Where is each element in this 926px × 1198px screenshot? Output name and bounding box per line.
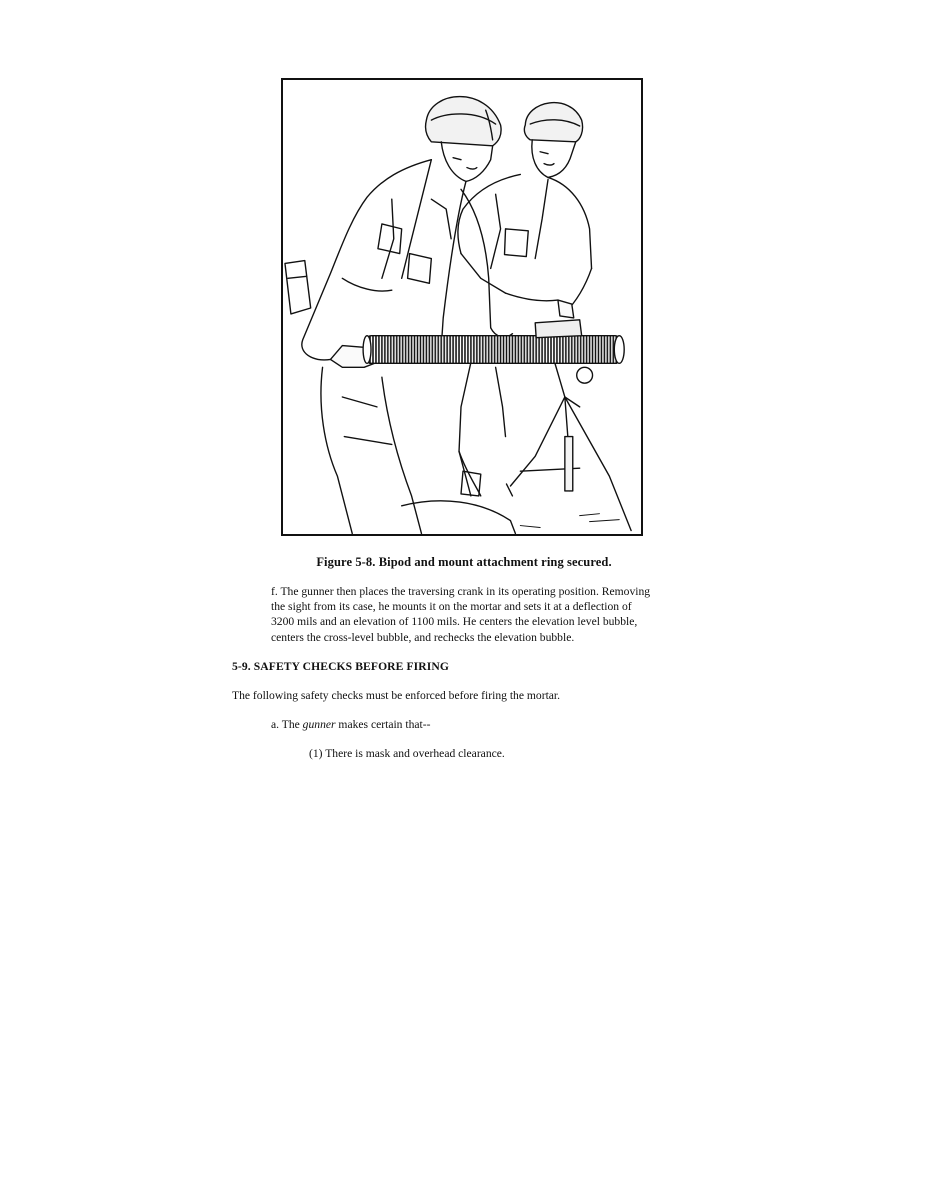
bipod-legs	[510, 397, 564, 486]
paragraph-f-line: the sight from its case, he mounts it on the mortar and sets it at a deflection of	[271, 600, 632, 614]
right-soldier-helmet	[524, 103, 582, 142]
item-a-emphasis: gunner	[302, 718, 336, 731]
mortar-barrel	[367, 336, 619, 364]
paragraph-f	[271, 584, 731, 645]
right-soldier-torso	[458, 174, 520, 253]
soldiers-mounting-mortar-drawing	[283, 80, 641, 534]
item-a-suffix: makes certain that--	[335, 718, 431, 731]
section-heading: 5-9. SAFETY CHECKS BEFORE FIRING	[232, 660, 449, 673]
paragraph-f-line: 3200 mils and an elevation of 1100 mils. He centers the elevation level bubble,	[271, 615, 638, 629]
figure-illustration	[281, 78, 643, 536]
paragraph-f-line: centers the cross-level bubble, and rechecks the elevation bubble.	[271, 630, 575, 644]
item-a	[271, 718, 431, 731]
item-a-prefix: a. The	[271, 718, 303, 731]
left-soldier-torso	[302, 160, 432, 360]
item-1: (1) There is mask and overhead clearance.	[309, 747, 505, 760]
section-intro: The following safety checks must be enforced before firing the mortar.	[232, 689, 561, 702]
paragraph-f-line: f. The gunner then places the traversing crank in its operating position. Removing	[271, 585, 651, 598]
figure-caption: Figure 5-8. Bipod and mount attachment ring secured.	[316, 555, 612, 569]
